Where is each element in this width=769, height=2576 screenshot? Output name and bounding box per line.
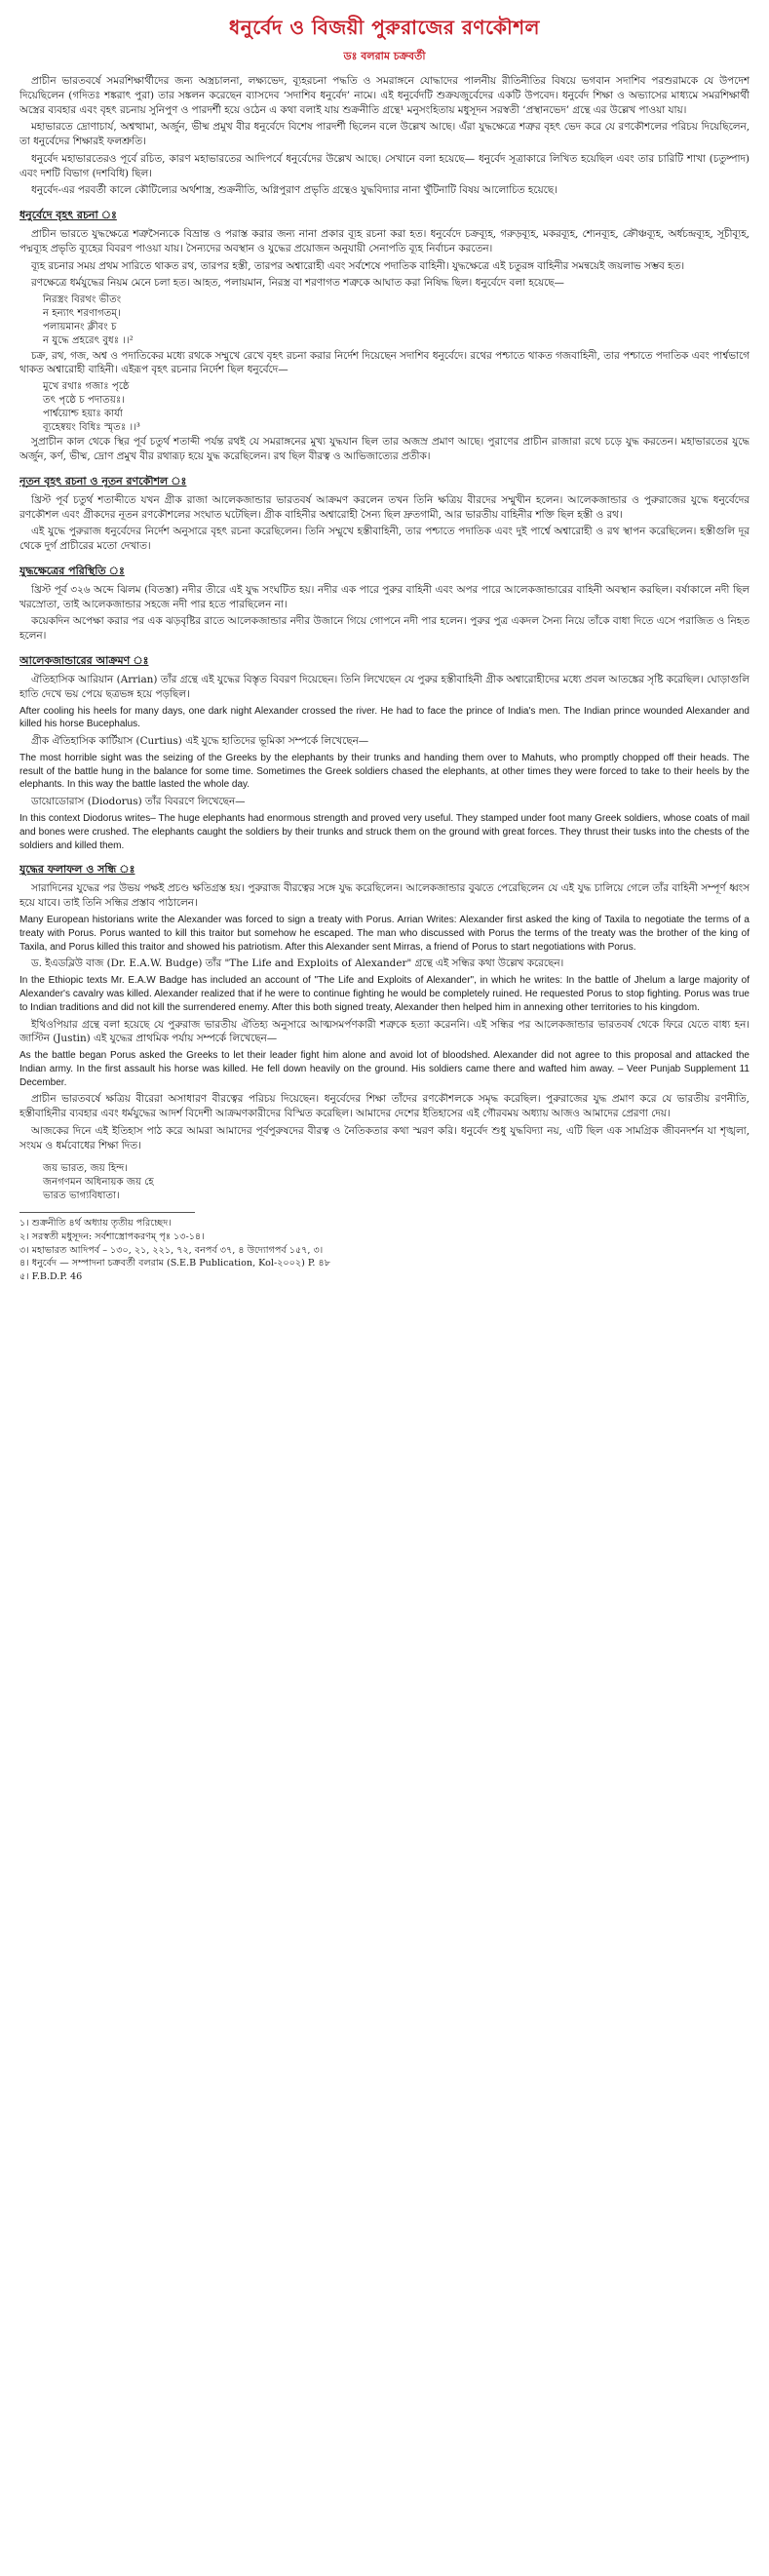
verse-line: ব্যূহেষ্বয়ং বিধিঃ স্মৃতঃ ।।³: [43, 422, 140, 434]
verse-line: ন হন্যাৎ শরণাগতম্।: [43, 308, 121, 320]
intro-paragraph: প্রাচীন ভারতবর্ষে সমরশিক্ষার্থীদের জন্য অস্ত্রচালনা, লক্ষ্যভেদ, ব্যূহরচনা পদ্ধতি ও সমরাঙ্গনে যোদ্ধাদের পালনীয় রীতিনীতির বিষয়ে ভগবান সদাশিব পরশুরামকে যে উপদেশ দিয়েছিলেন (গদিতঃ শঙ্করাৎ পুরা) তার সঙ্কলন করেছেন ব্যাসদেব ‘সদাশিব ধনুর্বেদ’ নামে। এই ধনুর্বেদটি শুক্রযজুর্বেদের একটি উপবেদ। ধনুর্বেদ শিক্ষা ও অভ্যাসের মাধ্যমে সমরশিক্ষার্থী অস্ত্রের ব্যবহার এবং বৃহৎ রচনায় সুনিপুণ ও পারদর্শী হয়ে ওঠেন এ কথা বলাই যায় শুক্রনীতি গ্রন্থে¹ মনুসংহিতায় মধুসূদন সরস্বতী ‘প্রস্থানভেদ’ গ্রন্থে এর উল্লেখ পাওয়া যায়।: [19, 75, 750, 116]
body-paragraph: খ্রিস্ট পূর্ব ৩২৬ অব্দে ঝিলম (বিতস্তা) নদীর তীরে এই যুদ্ধ সংঘটিত হয়। নদীর এক পারে পুরুর বাহিনী এবং অপর পারে আলেকজান্ডারের বাহিনী অবস্থান করছিল। বর্ষাকালে নদী ছিল খরস্রোতা, তাই আলেকজান্ডার সহজে নদী পার হতে পারছিলেন না।: [19, 583, 750, 610]
body-paragraph: এই যুদ্ধে পুরুরাজ ধনুর্বেদের নির্দেশ অনুসারে বৃহৎ রচনা করেছিলেন। তিনি সম্মুখে হস্তীবাহিনী, তার পশ্চাতে পদাতিক এবং দুই পার্শ্বে অশ্বারোহী ও রথ স্থাপন করেছিলেন। হস্তীগুলি দূর থেকে দুর্গ প্রাচীরের মতো দেখাত।: [19, 526, 750, 553]
footnote: ১। শুক্রনীতি ৪র্থ অধ্যায় তৃতীয় পরিচ্ছেদ।: [19, 1217, 172, 1229]
english-quote: As the battle began Porus asked the Greeks to let their leader fight him alone and avoid lot of bloodshed. Alexander did not agree to this proposal and attacked the Indian army. In the first assault his horse was killed. He fell down heavily on the ground. His soldiers came there and wafted him away. – Veer Punjab Supplement 11 December.: [19, 1050, 750, 1088]
closing-line: জয় ভারত, জয় হিন্দ।: [43, 1162, 129, 1174]
body-paragraph: সুপ্রাচীন কাল থেকে স্থির পূর্ব চতুর্থ শতাব্দী পর্যন্ত রথই যে সমরাঙ্গনের মুখ্য যুদ্ধযান ছিল তার অজস্র প্রমাণ আছে। পুরাণের প্রাচীন রাজারা রথে চড়ে যুদ্ধ করতেন। মহাভারতের যুদ্ধে অর্জুন, কর্ণ, ভীষ্ম, দ্রোণ প্রমুখ বীর রথারূঢ় হয়ে যুদ্ধ করেছিলেন। রথ ছিল বীরত্ব ও আভিজাত্যের প্রতীক।: [19, 436, 750, 463]
closing-verse: [43, 1162, 750, 1203]
intro-paragraph: ধনুর্বেদ মহাভারতেরও পূর্বে রচিত, কারণ মহাভারতের আদিপর্বে ধনুর্বেদের উল্লেখ আছে। সেখানে বলা হয়েছে— ধনুর্বেদ সূত্রাকারে লিখিত হয়েছিল এবং তার চারিটি শাখা (চতুষ্পাদ) এবং দশটি বিভাগ (দশবিধি) ছিল।: [19, 152, 750, 179]
body-paragraph: গ্রীক ঐতিহাসিক কার্টিয়াস (Curtius) এই যুদ্ধে হাতিদের ভূমিকা সম্পর্কে লিখেছেন—: [31, 735, 369, 748]
body-paragraph: ঐতিহাসিক আরিয়ান (Arrian) তাঁর গ্রন্থে এই যুদ্ধের বিস্তৃত বিবরণ দিয়েছেন। তিনি লিখেছেন যে পুরুর হস্তীবাহিনী গ্রীক অশ্বারোহীদের মধ্যে প্রবল আতঙ্কের সৃষ্টি করেছিল। ঘোড়াগুলি হাতি দেখে ভয় পেয়ে ছত্রভঙ্গ হয়ে পড়ছিল।: [19, 674, 750, 700]
english-quote: In the Ethiopic texts Mr. E.A.W Badge has included an account of "The Life and Exploits of Alexander", in which he writes: In the battle of Jhelum a large majority of Alexander's cavalry was killed. Alexander realized that if he were to continue fighting he would be completely ruined. He requested Porus to stop fighting. Porus was true to Indian traditions and did not kill the surrendered enemy. After this both signed treaty, Alexander then helped him in annexing other territories to his kingdom.: [19, 975, 750, 1013]
outcome-section: [19, 861, 750, 1152]
body-paragraph: ড. ইএডব্লিউ বাজ (Dr. E.A.W. Budge) তাঁর "The Life and Exploits of Alexander" গ্রন্থে এই সন্ধির কথা উল্লেখ করেছেন।: [31, 957, 564, 970]
footnote: ৫। F.B.D.P. 46: [19, 1271, 83, 1283]
body-paragraph: ডায়োডোরাস (Diodorus) তাঁর বিবরণে লিখেছেন—: [31, 796, 246, 808]
battle-section: [19, 563, 750, 644]
body-paragraph: ইথিওপিয়ার গ্রন্থে বলা হয়েছে যে পুরুরাজ ভারতীয় ঐতিহ্য অনুসারে আত্মসমর্পণকারী শত্রুকে হত্যা করেননি। এই সন্ধির পর আলেকজান্ডার ভারতবর্ষ থেকে ফিরে যেতে বাধ্য হন। জাস্টিন (Justin) এই যুদ্ধের প্রাথমিক পর্যায় সম্পর্কে লিখেছেন—: [19, 1018, 750, 1045]
body-paragraph: প্রাচীন ভারতে যুদ্ধক্ষেত্রে শত্রুসৈন্যকে বিভ্রান্ত ও পরাস্ত করার জন্য নানা প্রকার ব্যূহ রচনা করা হত। ধনুর্বেদে চক্রব্যূহ, গরুড়ব্যূহ, মকরব্যূহ, শ্যেনব্যূহ, ক্রৌঞ্চব্যূহ, অর্ধচন্দ্রব্যূহ, সূচীব্যূহ, পদ্মব্যূহ প্রভৃতি ব্যূহের বিবরণ পাওয়া যায়। সৈন্যদের অবস্থান ও যুদ্ধের প্রয়োজন অনুযায়ী সেনাপতি ব্যূহ নির্বাচন করতেন।: [19, 228, 750, 254]
english-quote: After cooling his heels for many days, one dark night Alexander crossed the river. He had to face the prince of India's men. The Indian prince wounded Alexander and killed his horse Bucephalus.: [19, 705, 750, 730]
new-vyuha-section: [19, 473, 750, 554]
verse-line: তৎ পৃষ্ঠে চ পদাতয়ঃ।: [43, 395, 125, 407]
footnote-divider: [19, 1212, 195, 1213]
article-title: ধনুর্বেদ ও বিজয়ী পুরুরাজের রণকৌশল: [229, 16, 540, 39]
article-author: ডঃ বলরাম চক্রবর্তী: [343, 50, 426, 62]
english-quote: In this context Diodorus writes– The huge elephants had enormous strength and proved very useful. They stamped under foot many Greek soldiers, whose coats of mail and bones were crushed. The elephants caught the soldiers by their trunks and struck them on the ground with great forces. They thrust their tusks into the chests of the soldiers and killed them.: [19, 813, 750, 851]
footnote: ৩। মহাভারত আদিপর্ব – ১৩০, ২১, ২২১, ৭২, বনপর্ব ৩৭, ৪ উদ্যোগপর্ব ১৫৭, ৩।: [19, 1244, 324, 1256]
body-paragraph: আজকের দিনে এই ইতিহাস পাঠ করে আমরা আমাদের পূর্বপুরুষদের বীরত্ব ও নৈতিকতার কথা স্মরণ করি। ধনুর্বেদ শুধু যুদ্ধবিদ্যা নয়, এটি ছিল এক সামগ্রিক জীবনদর্শন যা শৃঙ্খলা, সংযম ও ধর্মবোধের শিক্ষা দিত।: [19, 1124, 750, 1151]
body-paragraph: কয়েকদিন অপেক্ষা করার পর এক ঝড়বৃষ্টির রাতে আলেকজান্ডার নদীর উজানে গিয়ে গোপনে নদী পার হলেন। পুরুর পুত্র একদল সৈন্য নিয়ে তাঁকে বাধা দিতে এসে পরাজিত ও নিহত হলেন।: [19, 615, 750, 643]
body-paragraph: খ্রিস্ট পূর্ব চতুর্থ শতাব্দীতে যখন গ্রীক রাজা আলেকজান্ডার ভারতবর্ষ আক্রমণ করলেন তখন তিনি ক্ষত্রিয় বীরদের সম্মুখীন হলেন। আলেকজান্ডার ও পুরুরাজের যুদ্ধে ধনুর্বেদের রণকৌশল এবং গ্রীকদের নূতন রণকৌশলের সংঘাত ঘটেছিল। গ্রীক বাহিনীর অশ্বারোহী সৈন্য ছিল দ্রুতগামী, আর ভারতীয় বাহিনীর শক্তি ছিল হস্তী ও রথ।: [19, 493, 750, 521]
section-heading: যুদ্ধক্ষেত্রের পরিস্থিতি ঃ: [19, 564, 125, 577]
intro-paragraph: মহাভারতে দ্রোণাচার্য, অশ্বত্থামা, অর্জুন, ভীষ্ম প্রমুখ বীর ধনুর্বেদে বিশেষ পারদর্শী ছিলেন বলে উল্লেখ আছে। এঁরা যুদ্ধক্ষেত্রে শত্রুর বৃহৎ ভেদ করে যে রণকৌশলের পরিচয় দিয়েছিলেন, তা ধনুর্বেদের শিক্ষারই ফলশ্রুতি।: [19, 121, 750, 148]
closing-lines: [19, 1162, 750, 1203]
verse-line: নিরস্ত্রং বিরথং ভীতং: [43, 294, 122, 306]
intro-section: [19, 74, 750, 198]
sanskrit-verse: [43, 380, 750, 435]
english-quote: Many European historians write the Alexander was forced to sign a treaty with Porus. Arrian Writes: Alexander first asked the king of Taxila to negotiate the terms of a treaty with Porus. Porus wanted to kill this traitor but somehow he escaped. The man who discussed with Porus the terms of the treaty was the brother of the king of Taxila, and Porus killed this traitor and showed his patriotism. After this Alexander sent Mirras, a friend of Porus to start negotiations with Porus.: [19, 914, 750, 953]
sanskrit-verse: [43, 293, 750, 348]
verse-line: পলায়মানং ক্লীবং চ: [43, 322, 117, 333]
section-heading: যুদ্ধের ফলাফল ও সন্ধি ঃ: [19, 863, 135, 877]
intro-paragraph: ধনুর্বেদ-এর পরবর্তী কালে কৌটিল্যের অর্থশাস্ত্র, শুক্রনীতি, অগ্নিপুরাণ প্রভৃতি গ্রন্থেও যুদ্ধবিদ্যার নানা খুঁটিনাটি বিষয় আলোচিত হয়েছে।: [31, 184, 558, 197]
alexander-section: [19, 652, 750, 852]
verse-line: মুখে রথাঃ গজাঃ পৃষ্ঠে: [43, 381, 130, 393]
document-page: [19, 0, 750, 2545]
verse-line: পার্শ্বয়োশ্চ হয়াঃ কার্যা: [43, 409, 123, 420]
closing-line: ভারত ভাগ্যবিধাতা।: [43, 1190, 120, 1201]
body-paragraph: রণক্ষেত্রে ধর্মযুদ্ধের নিয়ম মেনে চলা হত। আহত, পলায়মান, নিরস্ত্র বা শরণাগত শত্রুকে আঘাত করা নিষিদ্ধ ছিল। ধনুর্বেদে বলা হয়েছে—: [31, 277, 564, 290]
section-heading: নূতন বৃহৎ রচনা ও নূতন রণকৌশল ঃ: [19, 474, 187, 488]
body-paragraph: প্রাচীন ভারতবর্ষে ক্ষত্রিয় বীরেরা অসাধারণ বীরত্বের পরিচয় দিয়েছেন। ধনুর্বেদের শিক্ষা তাঁদের রণকৌশলকে সমৃদ্ধ করেছিল। পুরুরাজের যুদ্ধ প্রমাণ করে যে ভারতীয় রণনীতি, হস্তীবাহিনীর ব্যবহার এবং ধর্মযুদ্ধের আদর্শ বিদেশী আক্রমণকারীদের বিস্মিত করেছিল। আমাদের দেশের ইতিহাসের এই গৌরবময় অধ্যায় আজও আমাদের প্রেরণা দেয়।: [19, 1093, 750, 1120]
section-heading: আলেকজান্ডারের আক্রমণ ঃ: [19, 654, 149, 667]
closing-line: জনগণমন অধিনায়ক জয় হে: [43, 1176, 154, 1188]
body-paragraph: চক্র, রথ, গজ, অশ্ব ও পদাতিকের মধ্যে রথকে সম্মুখে রেখে বৃহৎ রচনা করার নির্দেশ দিয়েছেন সদাশিব ধনুর্বেদে। রথের পশ্চাতে থাকত গজবাহিনী, তার পশ্চাতে পদাতিক এবং পার্শ্বভাগে থাকত অশ্বারোহী বাহিনী। এইরূপ বৃহৎ রচনার নির্দেশ ছিল ধনুর্বেদে—: [19, 349, 750, 376]
body-paragraph: সারাদিনের যুদ্ধের পর উভয় পক্ষই প্রচণ্ড ক্ষতিগ্রস্ত হয়। পুরুরাজ বীরত্বের সঙ্গে যুদ্ধ করেছিলেন। আলেকজান্ডার বুঝতে পেরেছিলেন যে এই যুদ্ধ চালিয়ে গেলে তাঁর বাহিনী সম্পূর্ণ ধ্বংস হয়ে যাবে। তাই তিনি সন্ধির প্রস্তাব পাঠালেন।: [19, 882, 750, 910]
body-paragraph: ব্যূহ রচনার সময় প্রথম সারিতে থাকত রথ, তারপর হস্তী, তারপর অশ্বারোহী এবং সর্বশেষে পদাতিক বাহিনী। যুদ্ধক্ষেত্রে এই চতুরঙ্গ বাহিনীর সমন্বয়েই জয়লাভ সম্ভব হত।: [31, 259, 685, 272]
section-heading: ধনুর্বেদে বৃহৎ রচনা ঃ: [19, 209, 117, 222]
footnote: ৪। ধনুর্বেদ — সম্পাদনা চক্রবর্তী বলরাম (S.E.B Publication, Kol-২০০২) P. ৪৮: [19, 1258, 330, 1269]
english-quote: The most horrible sight was the seizing of the Greeks by the elephants by their trunks and handing them over to Mahuts, who promptly chopped off their heads. The result of the battle hung in the balance for some time. Sometimes the Greek soldiers chased the elephants, at other times they were forced to take to their heels by the elephants. In this way the battle lasted the whole day.: [19, 752, 750, 791]
verse-line: ন যুদ্ধে প্রহরেৎ বুধঃ ।।²: [43, 335, 134, 347]
footnote: ২। সরস্বতী মধুসূদন: সর্বশাস্ত্রোপকরণম্‌ পৃঃ ১৩-১৪।: [19, 1230, 205, 1242]
footnotes: [19, 1217, 750, 1285]
vyuha-section: [19, 207, 750, 464]
